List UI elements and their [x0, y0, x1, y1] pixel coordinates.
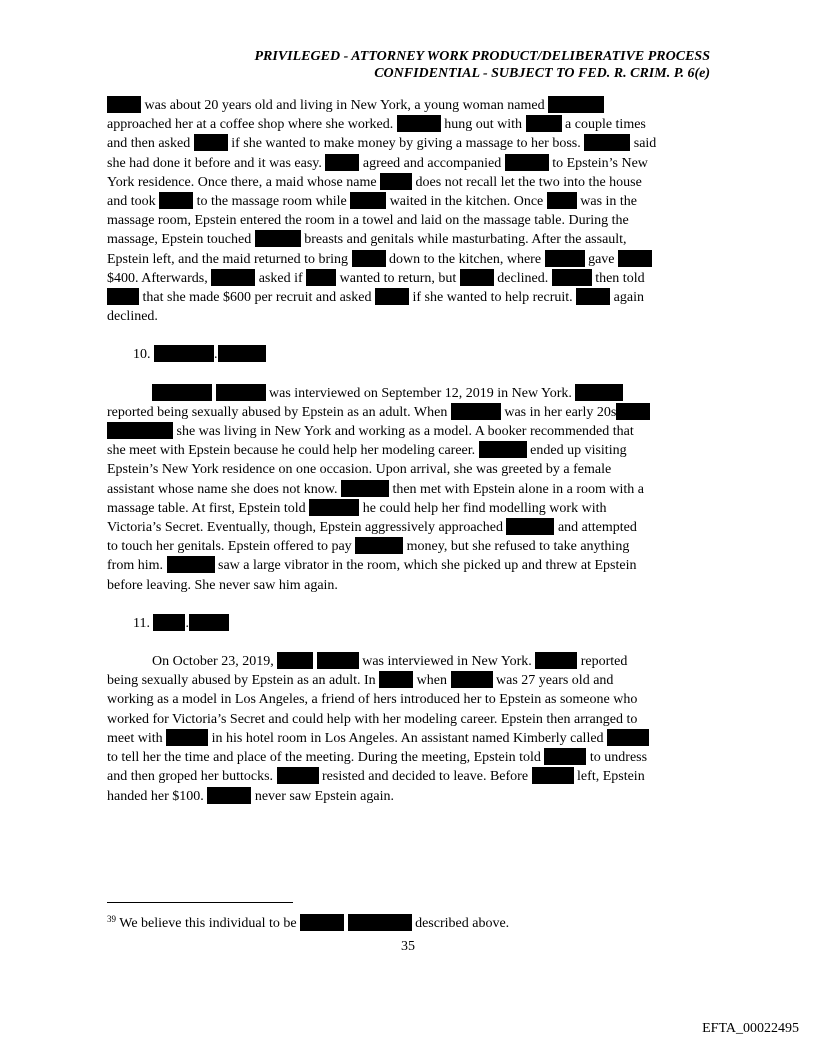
- text-run: We believe this individual to be: [119, 916, 297, 931]
- text-run: reported: [580, 654, 628, 670]
- text-run: was about 20 years old and living in New York, a young woman named: [144, 98, 545, 113]
- footnote-39: [107, 910, 509, 933]
- text-run: massage table. At first, Epstein told: [107, 500, 306, 516]
- header-line-1: PRIVILEGED - ATTORNEY WORK PRODUCT/DELIBERATIVE PROCESS: [254, 49, 710, 64]
- text-run: again: [613, 290, 644, 306]
- paragraph-section-10: [107, 384, 709, 595]
- text-run: asked if: [258, 270, 303, 286]
- text-run: gave: [588, 251, 615, 267]
- text-run: to tell her the time and place of the meeting. During the meeting, Epstein told: [107, 750, 541, 766]
- text-run: Epstein left, and the maid returned to bring: [107, 251, 349, 267]
- text-run: assistant whose name she does not know.: [107, 481, 338, 497]
- text-run: approached her at a coffee shop where she worked.: [107, 117, 394, 133]
- redaction-box: [607, 729, 649, 746]
- text-run: to undress: [589, 750, 648, 766]
- redaction-box: [166, 729, 208, 746]
- footnote-divider: [107, 902, 293, 903]
- text-run: from him.: [107, 558, 163, 574]
- text-run: working as a model in Los Angeles, a friend of hers introduced her to Epstein as someone who: [107, 692, 638, 708]
- text-run: to touch her genitals. Epstein offered to pay: [107, 539, 352, 555]
- redaction-box: [575, 384, 623, 401]
- text-run: Victoria’s Secret. Eventually, though, Epstein aggressively approached: [107, 520, 503, 536]
- redaction-box: [526, 115, 562, 132]
- redaction-box: [189, 614, 229, 631]
- redaction-box: [216, 384, 266, 401]
- redaction-box: [277, 652, 313, 669]
- redaction-box: [375, 288, 409, 305]
- section-number: 10.: [133, 347, 151, 363]
- text-run: declined.: [497, 270, 549, 286]
- text-run: money, but she refused to take anything: [406, 539, 630, 555]
- redaction-box: [479, 441, 527, 458]
- text-run: before leaving. She never saw him again.: [107, 577, 338, 593]
- text-run: left, Epstein: [577, 769, 645, 785]
- footnote-marker: 39: [107, 914, 116, 924]
- redaction-box: [325, 154, 359, 171]
- text-run: York residence. Once there, a maid whose name: [107, 174, 377, 190]
- text-run: then met with Epstein alone in a room with a: [392, 481, 645, 497]
- redaction-box: [460, 269, 494, 286]
- text-run: breasts and genitals while masturbating. After the assault,: [304, 232, 627, 248]
- text-run: she was living in New York and working as a model. A booker recommended that: [176, 424, 634, 440]
- text-run: then told: [595, 270, 645, 286]
- text-run: waited in the kitchen. Once: [389, 194, 544, 210]
- paragraph-section-11: [107, 652, 709, 806]
- text-run: Epstein’s New York residence on one occasion. Upon arrival, she was greeted by a female: [107, 462, 612, 478]
- redaction-box: [317, 652, 359, 669]
- text-run: she meet with Epstein because he could help her modeling career.: [107, 443, 476, 459]
- text-run: down to the kitchen, where: [389, 251, 542, 267]
- text-run: and then asked: [107, 136, 191, 152]
- text-run: was 27 years old and: [496, 673, 614, 689]
- text-run: saw a large vibrator in the room, which she picked up and threw at Epstein: [218, 558, 637, 574]
- section-number: 11.: [133, 615, 150, 631]
- page-number: 35: [401, 939, 415, 954]
- text-run: declined.: [107, 309, 158, 325]
- redaction-box: [306, 269, 336, 286]
- text-run: worked for Victoria’s Secret and could help with her modeling career. Epstein then arranged to: [107, 711, 638, 727]
- redaction-box: [505, 154, 549, 171]
- text-run: and then groped her buttocks.: [107, 769, 274, 785]
- privilege-header: [255, 48, 711, 82]
- redaction-box: [397, 115, 441, 132]
- text-run: reported being sexually abused by Epstein as an adult. When: [107, 404, 448, 420]
- redaction-box: [107, 288, 139, 305]
- redaction-box: [154, 345, 214, 362]
- redaction-box: [544, 748, 586, 765]
- text-run: does not recall let the two into the house: [415, 174, 642, 190]
- redaction-box: [107, 96, 141, 113]
- redaction-box: [218, 345, 266, 362]
- redaction-box: [548, 96, 604, 113]
- text-run: said: [633, 136, 657, 152]
- text-run: $400. Afterwards,: [107, 270, 208, 286]
- redaction-box: [309, 499, 359, 516]
- text-run: when: [416, 673, 447, 689]
- redaction-box: [552, 269, 592, 286]
- text-run: and attempted: [557, 520, 637, 536]
- redaction-box: [352, 250, 386, 267]
- text-run: he could help her find modelling work with: [362, 500, 607, 516]
- redaction-box: [153, 614, 185, 631]
- text-run: massage, Epstein touched: [107, 232, 252, 248]
- redaction-box: [207, 787, 251, 804]
- redaction-box: [194, 134, 228, 151]
- text-run: she had done it before and it was easy.: [107, 155, 322, 171]
- redaction-box: [167, 556, 215, 573]
- section-heading-11: [133, 614, 709, 633]
- header-line-2: CONFIDENTIAL - SUBJECT TO FED. R. CRIM. P. 6(e): [374, 66, 710, 81]
- redaction-box: [159, 192, 193, 209]
- redaction-box: [107, 422, 173, 439]
- text-run: was interviewed on September 12, 2019 in New York.: [269, 385, 572, 401]
- document-body: [107, 96, 709, 806]
- redaction-box: [545, 250, 585, 267]
- redaction-box: [535, 652, 577, 669]
- text-run: in his hotel room in Los Angeles. An assistant named Kimberly called: [211, 730, 604, 746]
- redaction-box: [211, 269, 255, 286]
- bates-stamp: EFTA_00022495: [702, 1021, 799, 1036]
- redaction-box: [576, 288, 610, 305]
- section-heading-10: [133, 345, 709, 364]
- text-run: if she wanted to make money by giving a massage to her boss.: [231, 136, 581, 152]
- redaction-box: [618, 250, 652, 267]
- text-run: never saw Epstein again.: [254, 788, 394, 804]
- text-run: was in her early 20s: [504, 404, 617, 420]
- text-run: agreed and accompanied: [362, 155, 502, 171]
- redaction-box: [255, 230, 301, 247]
- redaction-box: [379, 671, 413, 688]
- text-run: was interviewed in New York.: [362, 654, 532, 670]
- text-run: handed her $100.: [107, 788, 204, 804]
- redaction-box: [152, 384, 212, 401]
- text-run: hung out with: [444, 117, 523, 133]
- redaction-box: [451, 403, 501, 420]
- text-run: to the massage room while: [196, 194, 347, 210]
- text-run: resisted and decided to leave. Before: [322, 769, 529, 785]
- redaction-box: [584, 134, 630, 151]
- redaction-box: [616, 403, 650, 420]
- text-run: being sexually abused by Epstein as an adult. In: [107, 673, 376, 689]
- text-run: and took: [107, 194, 156, 210]
- redaction-box: [380, 173, 412, 190]
- redaction-box: [300, 914, 344, 931]
- text-run: meet with: [107, 730, 163, 746]
- text-run: wanted to return, but: [339, 270, 457, 286]
- paragraph-continuation: [107, 96, 709, 326]
- redaction-box: [350, 192, 386, 209]
- redaction-box: [532, 767, 574, 784]
- text-run: described above.: [415, 916, 510, 931]
- redaction-box: [277, 767, 319, 784]
- text-run: ended up visiting: [530, 443, 627, 459]
- redaction-box: [451, 671, 493, 688]
- text-run: that she made $600 per recruit and asked: [142, 290, 372, 306]
- text-run: was in the: [580, 194, 638, 210]
- text-run: .: [214, 347, 218, 363]
- text-run: a couple times: [565, 117, 646, 133]
- redaction-box: [348, 914, 412, 931]
- text-run: to Epstein’s New: [552, 155, 648, 171]
- redaction-box: [355, 537, 403, 554]
- text-run: .: [185, 615, 189, 631]
- text-run: if she wanted to help recruit.: [412, 290, 573, 306]
- text-run: massage room, Epstein entered the room in a towel and laid on the massage table. During the: [107, 213, 629, 229]
- text-run: On October 23, 2019,: [152, 654, 274, 670]
- redaction-box: [341, 480, 389, 497]
- redaction-box: [506, 518, 554, 535]
- redaction-box: [547, 192, 577, 209]
